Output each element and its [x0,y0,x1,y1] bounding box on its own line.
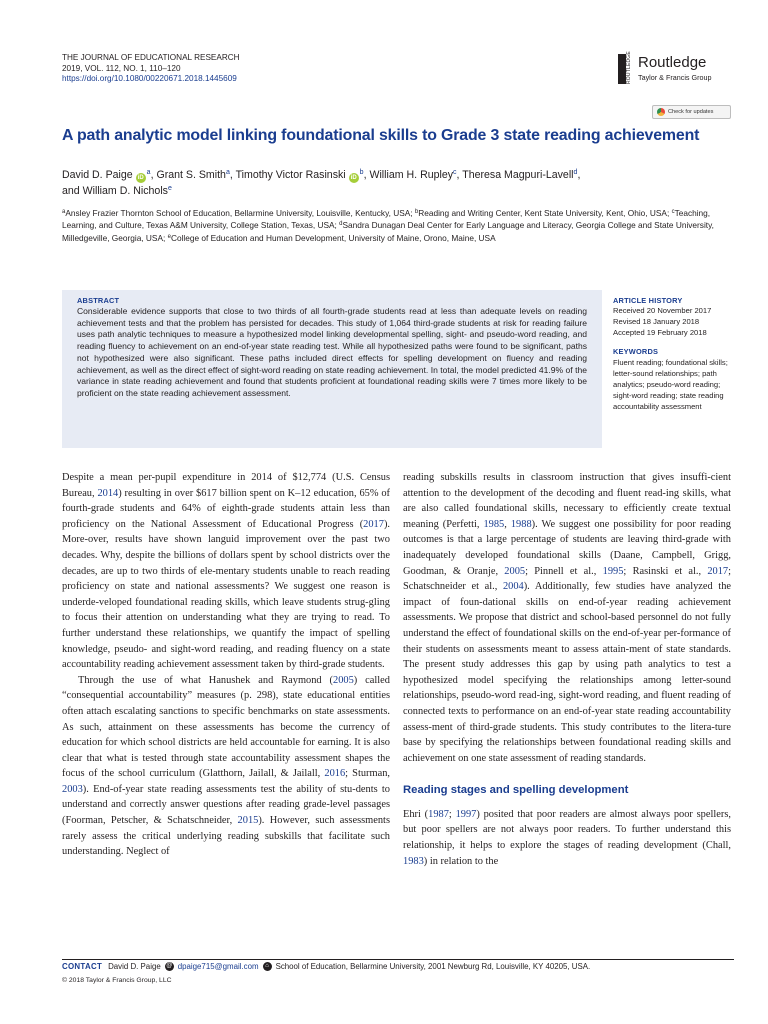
affiliation-text: Ansley Frazier Thornton School of Education, Bellarmine University, Louisville, Kentucky, USA; [65,208,415,218]
received-date: Received 20 November 2017 [613,306,712,315]
body-text: ; [448,808,456,820]
article-history-heading: ARTICLE HISTORY [613,296,683,305]
citation-link[interactable]: 1983 [403,855,424,867]
body-right-part-a [403,470,731,766]
body-text: ) in relation to the [423,855,499,867]
citation-link[interactable]: 2003 [62,783,83,795]
author-affiliation-marker: d [573,169,578,176]
citation-link[interactable]: 1997 [455,808,477,820]
affiliation-text: Sandra Dunagan Deal Center for Early Language and Literacy, Georgia College and State University, Milledgeville, Georgia, USA; [62,220,714,243]
logo-vertical-text: ROUTLEDGE [626,51,632,84]
body-text: ) called “consequential accountability” measures (p. 298), state educational entities often attach escalating sanctions to specific benchmarks on state assessments. As such, attainment on these assessments has become the currency of education for which school districts are held accountable for earning. It is also clear that what is tested through state accountability assessment shapes the focus of the school curriculum (Glatthorn, Jailall, & Jailall, [62,674,390,780]
journal-header [62,53,240,85]
citation-link[interactable]: 2015 [237,815,259,827]
accepted-date: Accepted 19 February 2018 [613,328,707,337]
author-list: David D. Paige $iD^a$, Grant S. Smith$^a$, Timothy Victor Rasinski $iD^b$, William H. Rupley$^c$, Theresa Magpuri-Lavell$^d$, and William D. Nichols$^e$ [62,169,581,197]
author-affiliation-marker: b [359,169,364,176]
body-right-part-b [403,807,731,869]
body-text: ; Sturman, [345,768,390,780]
citation-link[interactable]: 2017 [363,518,384,530]
body-text: ) resulting in over $617 billion spent on K–12 education, 65% of fourth-grade students and 64% of eighth-grade students attain less than proficiency on the National Assessment of Educational Progress ( [62,487,391,530]
author-name: David D. Paige [62,169,133,181]
journal-issue: 2019, VOL. 112, NO. 1, 110–120 [62,63,181,73]
publisher-sub: Taylor & Francis Group [638,73,712,82]
author-name: Timothy Victor Rasinski [235,169,346,181]
body-paragraph [403,470,731,766]
contact-footer [62,962,742,971]
citation-link[interactable]: 1985 [483,518,505,530]
author-name: William H. Rupley [369,169,454,181]
orcid-icon[interactable]: iD [137,175,144,181]
body-text: ; Schatschneider et al., [403,565,731,593]
crossmark-icon [657,108,665,116]
keywords-heading: KEYWORDS [613,347,659,356]
body-column-left [62,470,390,860]
affiliation-text: Teaching, Learning, and Culture, Texas A&M University, College Station, Texas, USA; [62,208,711,231]
affiliation-marker: b [414,209,419,215]
affiliation-marker: e [167,233,171,240]
citation-link[interactable]: 2016 [324,768,346,780]
revised-date: Revised 18 January 2018 [613,317,700,326]
body-text: ). End-of-year state reading assessments test the ability of stu-dents to understand and correctly answer questions after reading grade-level passages (Foorman, Petscher, & Schatschneider, [62,783,390,827]
check-for-updates-label: Check for updates [668,109,714,115]
citation-link[interactable]: 2005 [504,565,526,577]
affiliation-marker: a [62,209,66,215]
journal-name: THE JOURNAL OF EDUCATIONAL RESEARCH [62,53,240,62]
author-name: and William D. Nichols [62,185,168,197]
citation-link[interactable]: 1988 [510,518,532,530]
email-icon: @ [166,963,173,969]
check-for-updates-button[interactable] [652,105,731,119]
body-text: ). We suggest one possibility for poor reading outcomes is that a large percentage of students are leaving third-grade with inadequately developed foundational skills (Daane, Campbell, Grigg, Goodman, & Oranje, [403,518,731,577]
address-icon: ⌂ [263,962,272,971]
body-text: ). However, such assessments rarely assess the critical underlying reading subskills that facilitate such understanding. Neglect of [62,815,390,858]
body-text: Through the use of what Hanushek and Raymond ( [78,674,334,686]
article-title: A path analytic model linking foundational skills to Grade 3 state reading achievement [62,127,700,144]
logo-mark-icon [618,54,626,84]
contact-address: School of Education, Bellarmine University, 2001 Newburg Rd, Louisville, KY 40205, USA. [275,962,591,971]
article-sidebar [613,296,738,412]
affiliations [62,207,734,244]
publisher-name: Routledge [638,54,707,71]
citation-link[interactable]: 1987 [428,808,449,820]
author-affiliation-marker: a [225,169,230,176]
citation-link[interactable]: 2005 [333,674,354,686]
copyright: © 2018 Taylor & Francis Group, LLC [62,977,172,984]
author-affiliation-marker: c [453,169,457,176]
citation-link[interactable]: 1995 [602,565,624,577]
body-paragraph [62,673,390,860]
body-text: Despite a mean per-pupil expenditure in 2014 of $12,774 (U.S. Census Bureau, [62,472,390,499]
publisher-logo [618,51,730,88]
body-text: ) posited that poor readers are almost always poor spellers, but poor spellers are not always poor readers. To further understand this relationship, it helps to explore the stages of reading development (Chall, [403,808,731,852]
contact-label: CONTACT [62,962,103,971]
body-paragraph [62,470,390,673]
body-text: ; Pinnell et al., [525,565,603,577]
body-text: ). More-over, results have shown languid improvement over the past two decades. Why, despite the billions of dollars spent by school districts over the decades, are up to two thirds of ele-mentary students unable to reach reading proficiency on state and national assessments? We suggest one reason is underde-veloped foundational reading skills, which leave students strug-gling to focus their attention on understanding what they are trying to read. To further understand these relationships, we quantify the impact of spelling knowledge, pseudo- and sight-word reading, and reading fluency on a state accountability reading achievement assessment taken by third-grade students. [62,518,390,671]
body-text: ; Rasinski et al., [623,565,708,577]
abstract-heading: ABSTRACT [77,296,120,305]
body-paragraph [403,807,731,869]
footer-divider [62,959,734,960]
author-name: Theresa Magpuri-Lavell [462,169,574,181]
body-text: , [504,518,511,530]
keywords-text: Fluent reading; foundational skills; letter-sound relationships; path analytics; pseudo-word reading; sight-word reading; state reading accountability assessment [613,358,728,411]
body-column-right [403,470,731,869]
affiliation-marker: c [671,209,675,215]
affiliation-marker: d [339,221,343,228]
affiliation-text: Reading and Writing Center, Kent State University, Kent, Ohio, USA; [418,208,672,218]
citation-link[interactable]: 2017 [707,565,729,577]
citation-link[interactable]: 2004 [502,581,524,593]
contact-name: David D. Paige [108,962,161,971]
author-affiliation-marker: a [146,169,151,176]
abstract-box [62,290,602,448]
author-affiliation-marker: e [167,185,172,192]
citation-link[interactable]: 2014 [97,487,119,499]
doi-link[interactable]: https://doi.org/10.1080/00220671.2018.1445609 [62,74,237,84]
body-text: reading subskills results in classroom instruction that gives insuffi-cient attention to the development of the decoding and fluent read-ing skills, what are also called foundational skills, necessary to efficiently create textual meaning (Perfetti, [403,472,731,530]
abstract-text: Considerable evidence supports that close to two thirds of all fourth-grade students read at less than adequate levels on reading achievement tests and that the problem has persisted for decades. This study of 1,064 third-grade students at risk for reading failure uses path analytic techniques to measure a hypothesized model linking developmental spelling, sight- and pseudo-word reading, and reading fluency to achievement on an end-of-year state reading test. While all hypothesized paths were found to be significant, paths not hypothesized were also significant. These paths included direct effects for spelling development on fluency and reading achievement, as well as the direct effect of sight-word reading on state reading achievement. In total, the model predicted 41.9% of the variance in state reading achievement and found that students proficient at foundational reading skills were 7 times more likely to be proficient on the state reading achievement assessment. [77,306,587,398]
section-heading: Reading stages and spelling development [403,784,629,797]
body-text: ). Additionally, few studies have analyzed the impact of foun-dational skills on end-of-year reading achievement assessments. We propose that district and school-based personnel do not fully understand the effect of foundational skills on the end-of-year per-formance of their students on assessments meant to assess attain-ment of state standards. The present study addresses this gap by using path analytics to test a hypothesized model specifying the relationships among letter-sound relationships, pseudo-word read-ing, sight-word reading, and fluent reading of connected texts to performance on an end-of-year state reading accountability assess-ment of third-grade students. This study contributes to the litera-ture base by specifying the relationships between foundational reading skills and achievement on one state assessment of reading standards. [403,581,731,764]
contact-email-link[interactable]: dpaige715@gmail.com [177,962,259,971]
orcid-icon[interactable]: iD [350,175,357,181]
author-name: Grant S. Smith [156,169,226,181]
body-text: Ehri ( [403,808,429,820]
affiliation-text: College of Education and Human Development, University of Maine, Orono, Maine, USA [170,232,496,243]
